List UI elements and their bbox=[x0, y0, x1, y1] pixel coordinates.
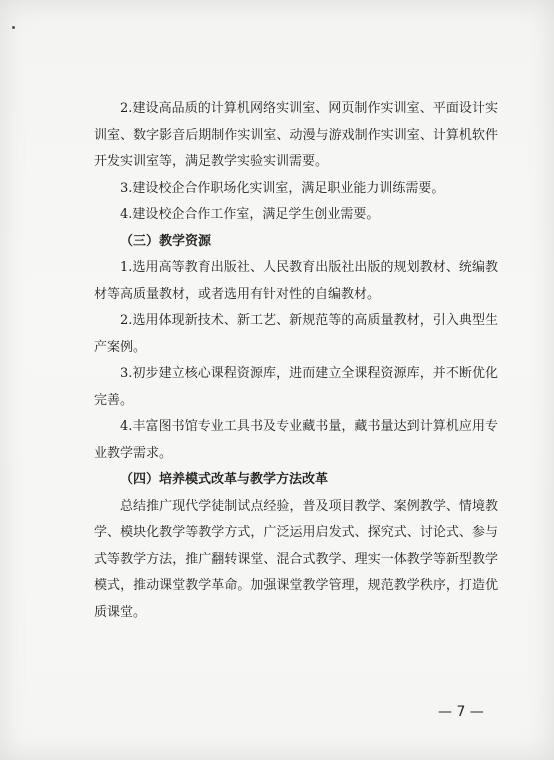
paragraph-textbooks: 1.选用高等教育出版社、人民教育出版社出版的规划教材、统编教材等高质量教材，或者选用有针对性的自编教材。 bbox=[94, 260, 498, 302]
scan-speck bbox=[12, 26, 15, 29]
page-number: — 7 — bbox=[438, 704, 484, 720]
paragraph-teaching-methods: 总结推广现代学徒制试点经验，普及项目教学、案例教学、情境教学、模块化教学等教学方式，广泛运用启发式、探究式、讨论式、参与式等教学方法，推广翻转课堂、混合式教学、理实一体教学等新型教学模式，推动课堂教学革命。加强课堂教学管理，规范教学秩序，打造优质课堂。 bbox=[94, 498, 498, 620]
paragraph-new-tech-textbooks: 2.选用体现新技术、新工艺、新规范等的高质量教材，引入典型生产案例。 bbox=[94, 313, 498, 355]
paragraph-workplace-lab: 3.建设校企合作职场化实训室，满足职业能力训练需要。 bbox=[120, 180, 445, 196]
paragraph-studio: 4.建设校企合作工作室，满足学生创业需要。 bbox=[120, 207, 380, 222]
paragraph-library-books: 4.丰富图书馆专业工具书及专业藏书量，藏书量达到计算机应用专业教学需求。 bbox=[94, 419, 498, 461]
section-heading-teaching-reform: （四）培养模式改革与教学方法改革 bbox=[120, 472, 329, 487]
page-body bbox=[94, 96, 498, 626]
paragraph-resource-library: 3.初步建立核心课程资源库，进而建立全课程资源库，并不断优化完善。 bbox=[94, 366, 498, 408]
paragraph-lab-construction: 2.建设高品质的计算机网络实训室、网页制作实训室、平面设计实训室、数字影音后期制作实训室、动漫与游戏制作实训室、计算机软件开发实训室等，满足教学实验实训需要。 bbox=[94, 101, 498, 169]
section-heading-teaching-resources: （三）教学资源 bbox=[120, 233, 212, 249]
